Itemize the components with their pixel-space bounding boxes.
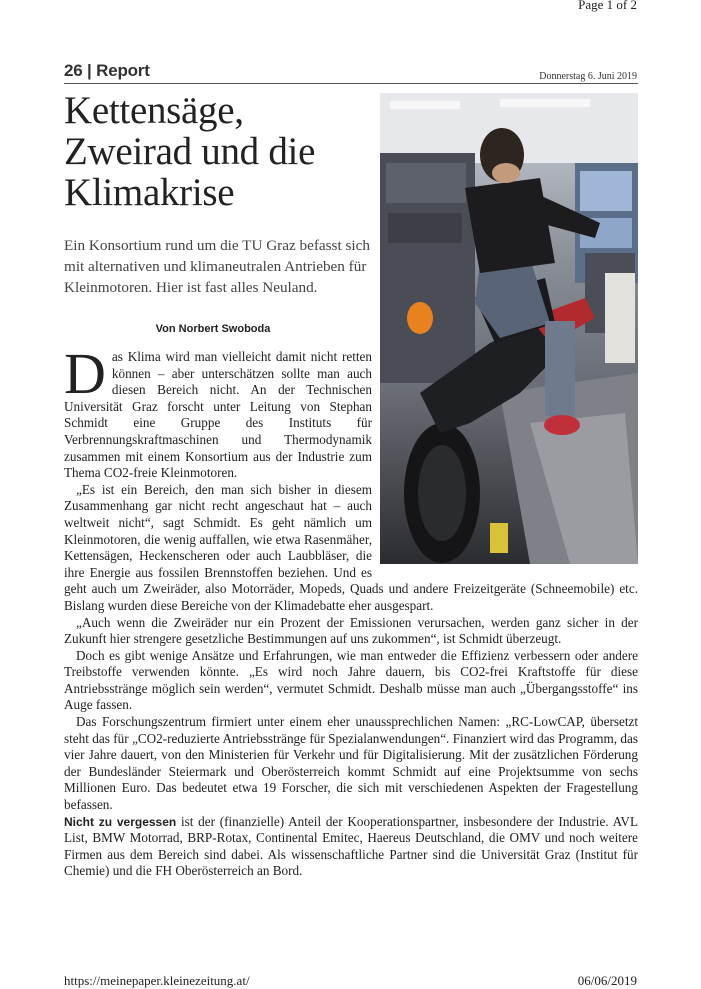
paragraph-6-lead: Nicht zu vergessen bbox=[64, 814, 177, 829]
paragraph-6 bbox=[64, 814, 638, 880]
page-count: Page 1 of 2 bbox=[578, 0, 637, 12]
header-rule bbox=[64, 83, 638, 84]
article-headline: Kettensäge, Zweirad und die Klimakrise bbox=[64, 89, 316, 214]
paragraph-6-text: ist der (finanzielle) Anteil der Kooperationspartner, insbesondere der Industrie. AVL List, BMW Motorrad, BRP-Rotax, Continental Emitec, Haereus Deutschland, die OMV und noch weitere Firmen aus dem Bereich sind dabei. Als wissenschaftliche Partner sind die Universität Graz (Institut für Chemie) und die FH Oberösterreich an Bord. bbox=[64, 813, 638, 879]
paragraph-4: Doch es gibt wenige Ansätze und Erfahrungen, wie man entweder die Effizienz verbessern oder andere Treibstoffe verwenden könnte. „Es wird noch Jahre dauern, bis CO2-frei Kraftstoffe für diese Antriebsstränge möglich sein werden“, vermutet Schmidt. Deshalb müsse man auch „Übergangsstoffe“ ins Auge fassen. bbox=[64, 647, 638, 713]
paragraph-5: Das Forschungszentrum firmiert unter einem eher unaussprechlichen Namen: „RC-LowCAP, übersetzt steht das für „CO2-reduzierte Antriebsstränge für Spezialanwendungen“. Finanziert wird das Programm, das vier Jahre dauert, von den Ministerien für Verkehr und für Digitalisierung. Mit der zusätzlichen Förderung der Bundesländer Steiermark und Oberösterreich kommt Schmidt auf eine Projektsumme von sechs Millionen Euro. Das bedeutet etwa 19 Forscher, die sich mit verschiedenen Aspekten der Fragestellung befassen. bbox=[64, 714, 638, 813]
article-body bbox=[64, 341, 638, 880]
source-url-link[interactable]: https://meinepaper.kleinezeitung.at/ bbox=[64, 973, 250, 988]
paragraph-2: „Es ist ein Bereich, den man sich bisher in diesem Zusammenhang gar nicht recht angeschaut hat – auch weltweit nicht“, sagt Schmidt. Es geht nämlich um Kleinmotoren, die wenig auffallen, wie etwa Rasenmäher, Kettensägen, Heckenscheren oder auch Laubbläser, die ihre Energie aus fossilen Brennstoffen beziehen. Und es geht auch um Zweiräder, also Motorräder, Mopeds, Quads und andere Freizeitgeräte (Schneemobile) etc. Bislang wurden diese Bereiche von der Klimadebatte eher ausgespart. bbox=[64, 481, 638, 613]
section-label: 26 | Report bbox=[64, 61, 150, 80]
paragraph-3: „Auch wenn die Zweiräder nur ein Prozent der Emissionen verursachen, werden ganz sicher in der Zukunft hier strengere gesetzliche Bestimmungen auf uns zukommen“, ist Schmidt überzeugt. bbox=[64, 614, 638, 647]
print-date: 06/06/2019 bbox=[577, 973, 637, 988]
photo-spacer bbox=[372, 349, 638, 565]
dropcap: D bbox=[64, 341, 106, 406]
paragraph-1-text: as Klima wird man vielleicht damit nicht retten können – aber unterschätzen sollte man auch diesen Bereich nicht. An der Technischen Universität Graz forscht unter Leitung von Stephan Schmidt eine Gruppe des Instituts für Verbrennungskraftmaschinen und Thermodynamik zusammen mit einem Konsortium aus der Industrie zum Thema CO2-freie Kleinmotoren. bbox=[64, 349, 372, 481]
article-lead: Ein Konsortium rund um die TU Graz befasst sich mit alternativen und klimaneutralen Antrieben für Kleinmotoren. Hier ist fast alles Neuland. bbox=[64, 237, 370, 296]
article-byline: Von Norbert Swoboda bbox=[155, 323, 271, 335]
issue-date: Donnerstag 6. Juni 2019 bbox=[539, 71, 637, 82]
